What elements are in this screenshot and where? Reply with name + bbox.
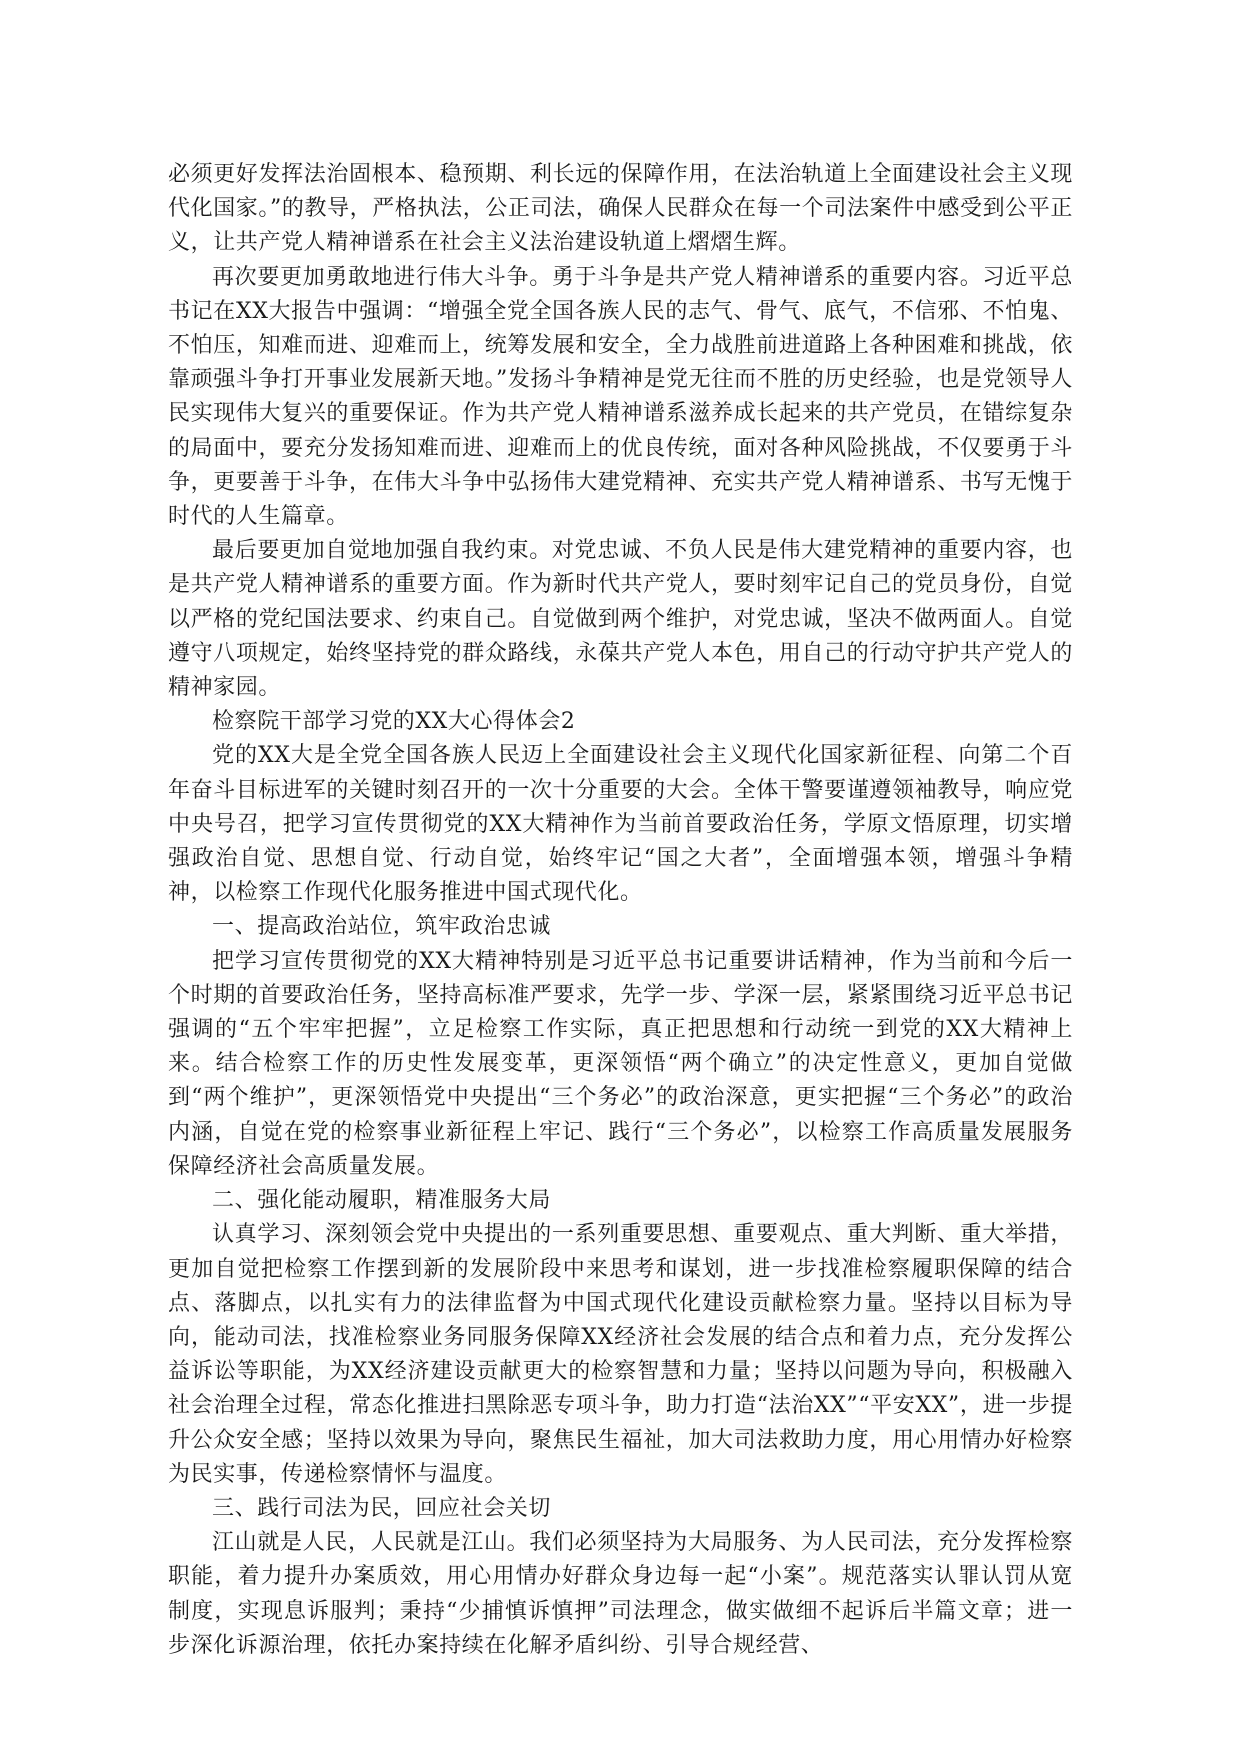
paragraph-active-duty: 认真学习、深刻领会党中央提出的一系列重要思想、重要观点、重大判断、重大举措，更加自觉把检察工作摆到新的发展阶段中来思考和谋划，进一步找准检察履职保障的结合点、落脚点，以扎实有力的法律监督为中国式现代化建设贡献检察力量。坚持以目标为导向，能动司法，找准检察业务同服务保障XX经济社会发展的结合点和着力点，充分发挥公益诉讼等职能，为XX经济建设贡献更大的检察智慧和力量；坚持以问题为导向，积极融入社会治理全过程，常态化推进扫黑除恶专项斗争，助力打造“法治XX”“平安XX”，进一步提升公众安全感；坚持以效果为导向，聚焦民生福祉，加大司法救助力度，用心用情办好检察为民实事，传递检察情怀与温度。 xyxy=(168,1222,1073,1487)
paragraph-intro: 党的XX大是全党全国各族人民迈上全面建设社会主义现代化国家新征程、向第二个百年奋斗目标进军的关键时刻召开的一次十分重要的大会。全体干警要谨遵领袖教导，响应党中央号召，把学习宣传贯彻党的XX大精神作为当前首要政治任务，学原文悟原理，切实增强政治自觉、思想自觉、行动自觉，始终牢记“国之大者”，全面增强本领，增强斗争精神，以检察工作现代化服务推进中国式现代化。 xyxy=(168,743,1073,906)
paragraph-continuation: 必须更好发挥法治固根本、稳预期、利长远的保障作用，在法治轨道上全面建设社会主义现代化国家。”的教导，严格执法，公正司法，确保人民群众在每一个司法案件中感受到公平正义，让共产党人精神谱系在社会主义法治建设轨道上熠熠生辉。 xyxy=(168,162,1073,256)
paragraph-great-struggle: 再次要更加勇敢地进行伟大斗争。勇于斗争是共产党人精神谱系的重要内容。习近平总书记在XX大报告中强调：“增强全党全国各族人民的志气、骨气、底气，不信邪、不怕鬼、不怕压，知难而进、迎难而上，统筹发展和安全，全力战胜前进道路上各种困难和挑战，依靠顽强斗争打开事业发展新天地。”发扬斗争精神是党无往而不胜的历史经验，也是党领导人民实现伟大复兴的重要保证。作为共产党人精神谱系滋养成长起来的共产党员，在错综复杂的局面中，要充分发扬知难而进、迎难而上的优良传统，面对各种风险挑战，不仅要勇于斗争，更要善于斗争，在伟大斗争中弘扬伟大建党精神、充实共产党人精神谱系、书写无愧于时代的人生篇章。 xyxy=(168,264,1073,530)
subheading-three: 三、践行司法为民，回应社会关切 xyxy=(212,1495,552,1521)
paragraph-political-stance: 把学习宣传贯彻党的XX大精神特别是习近平总书记重要讲话精神，作为当前和今后一个时期的首要政治任务，坚持高标准严要求，先学一步、学深一层，紧紧围绕习近平总书记强调的“五个牢牢把握”，立足检察工作实际，真正把思想和行动统一到党的XX大精神上来。结合检察工作的历史性发展变革，更深领悟“两个确立”的决定性意义，更加自觉做到“两个维护”，更深领悟党中央提出“三个务必”的政治深意，更实把握“三个务必”的政治内涵，自觉在党的检察事业新征程上牢记、践行“三个务必”，以检察工作高质量发展服务保障经济社会高质量发展。 xyxy=(168,948,1073,1179)
document-body xyxy=(168,158,1073,1663)
paragraph-self-discipline: 最后要更加自觉地加强自我约束。对党忠诚、不负人民是伟大建党精神的重要内容，也是共产党人精神谱系的重要方面。作为新时代共产党人，要时刻牢记自己的党员身份，自觉以严格的党纪国法要求、约束自己。自觉做到两个维护，对党忠诚，坚决不做两面人。自觉遵守八项规定，始终坚持党的群众路线，永葆共产党人本色，用自己的行动守护共产党人的精神家园。 xyxy=(168,538,1073,701)
subheading-one: 一、提高政治站位，筑牢政治忠诚 xyxy=(212,914,552,940)
paragraph-justice-for-people: 江山就是人民，人民就是江山。我们必须坚持为大局服务、为人民司法，充分发挥检察职能，着力提升办案质效，用心用情办好群众身边每一起“小案”。规范落实认罪认罚从宽制度，实现息诉服判；秉持“少捕慎诉慎押”司法理念，做实做细不起诉后半篇文章；进一步深化诉源治理，依托办案持续在化解矛盾纠纷、引导合规经营、 xyxy=(168,1530,1073,1658)
subheading-two: 二、强化能动履职，精准服务大局 xyxy=(212,1188,552,1214)
section-title: 检察院干部学习党的XX大心得体会2 xyxy=(212,709,576,735)
